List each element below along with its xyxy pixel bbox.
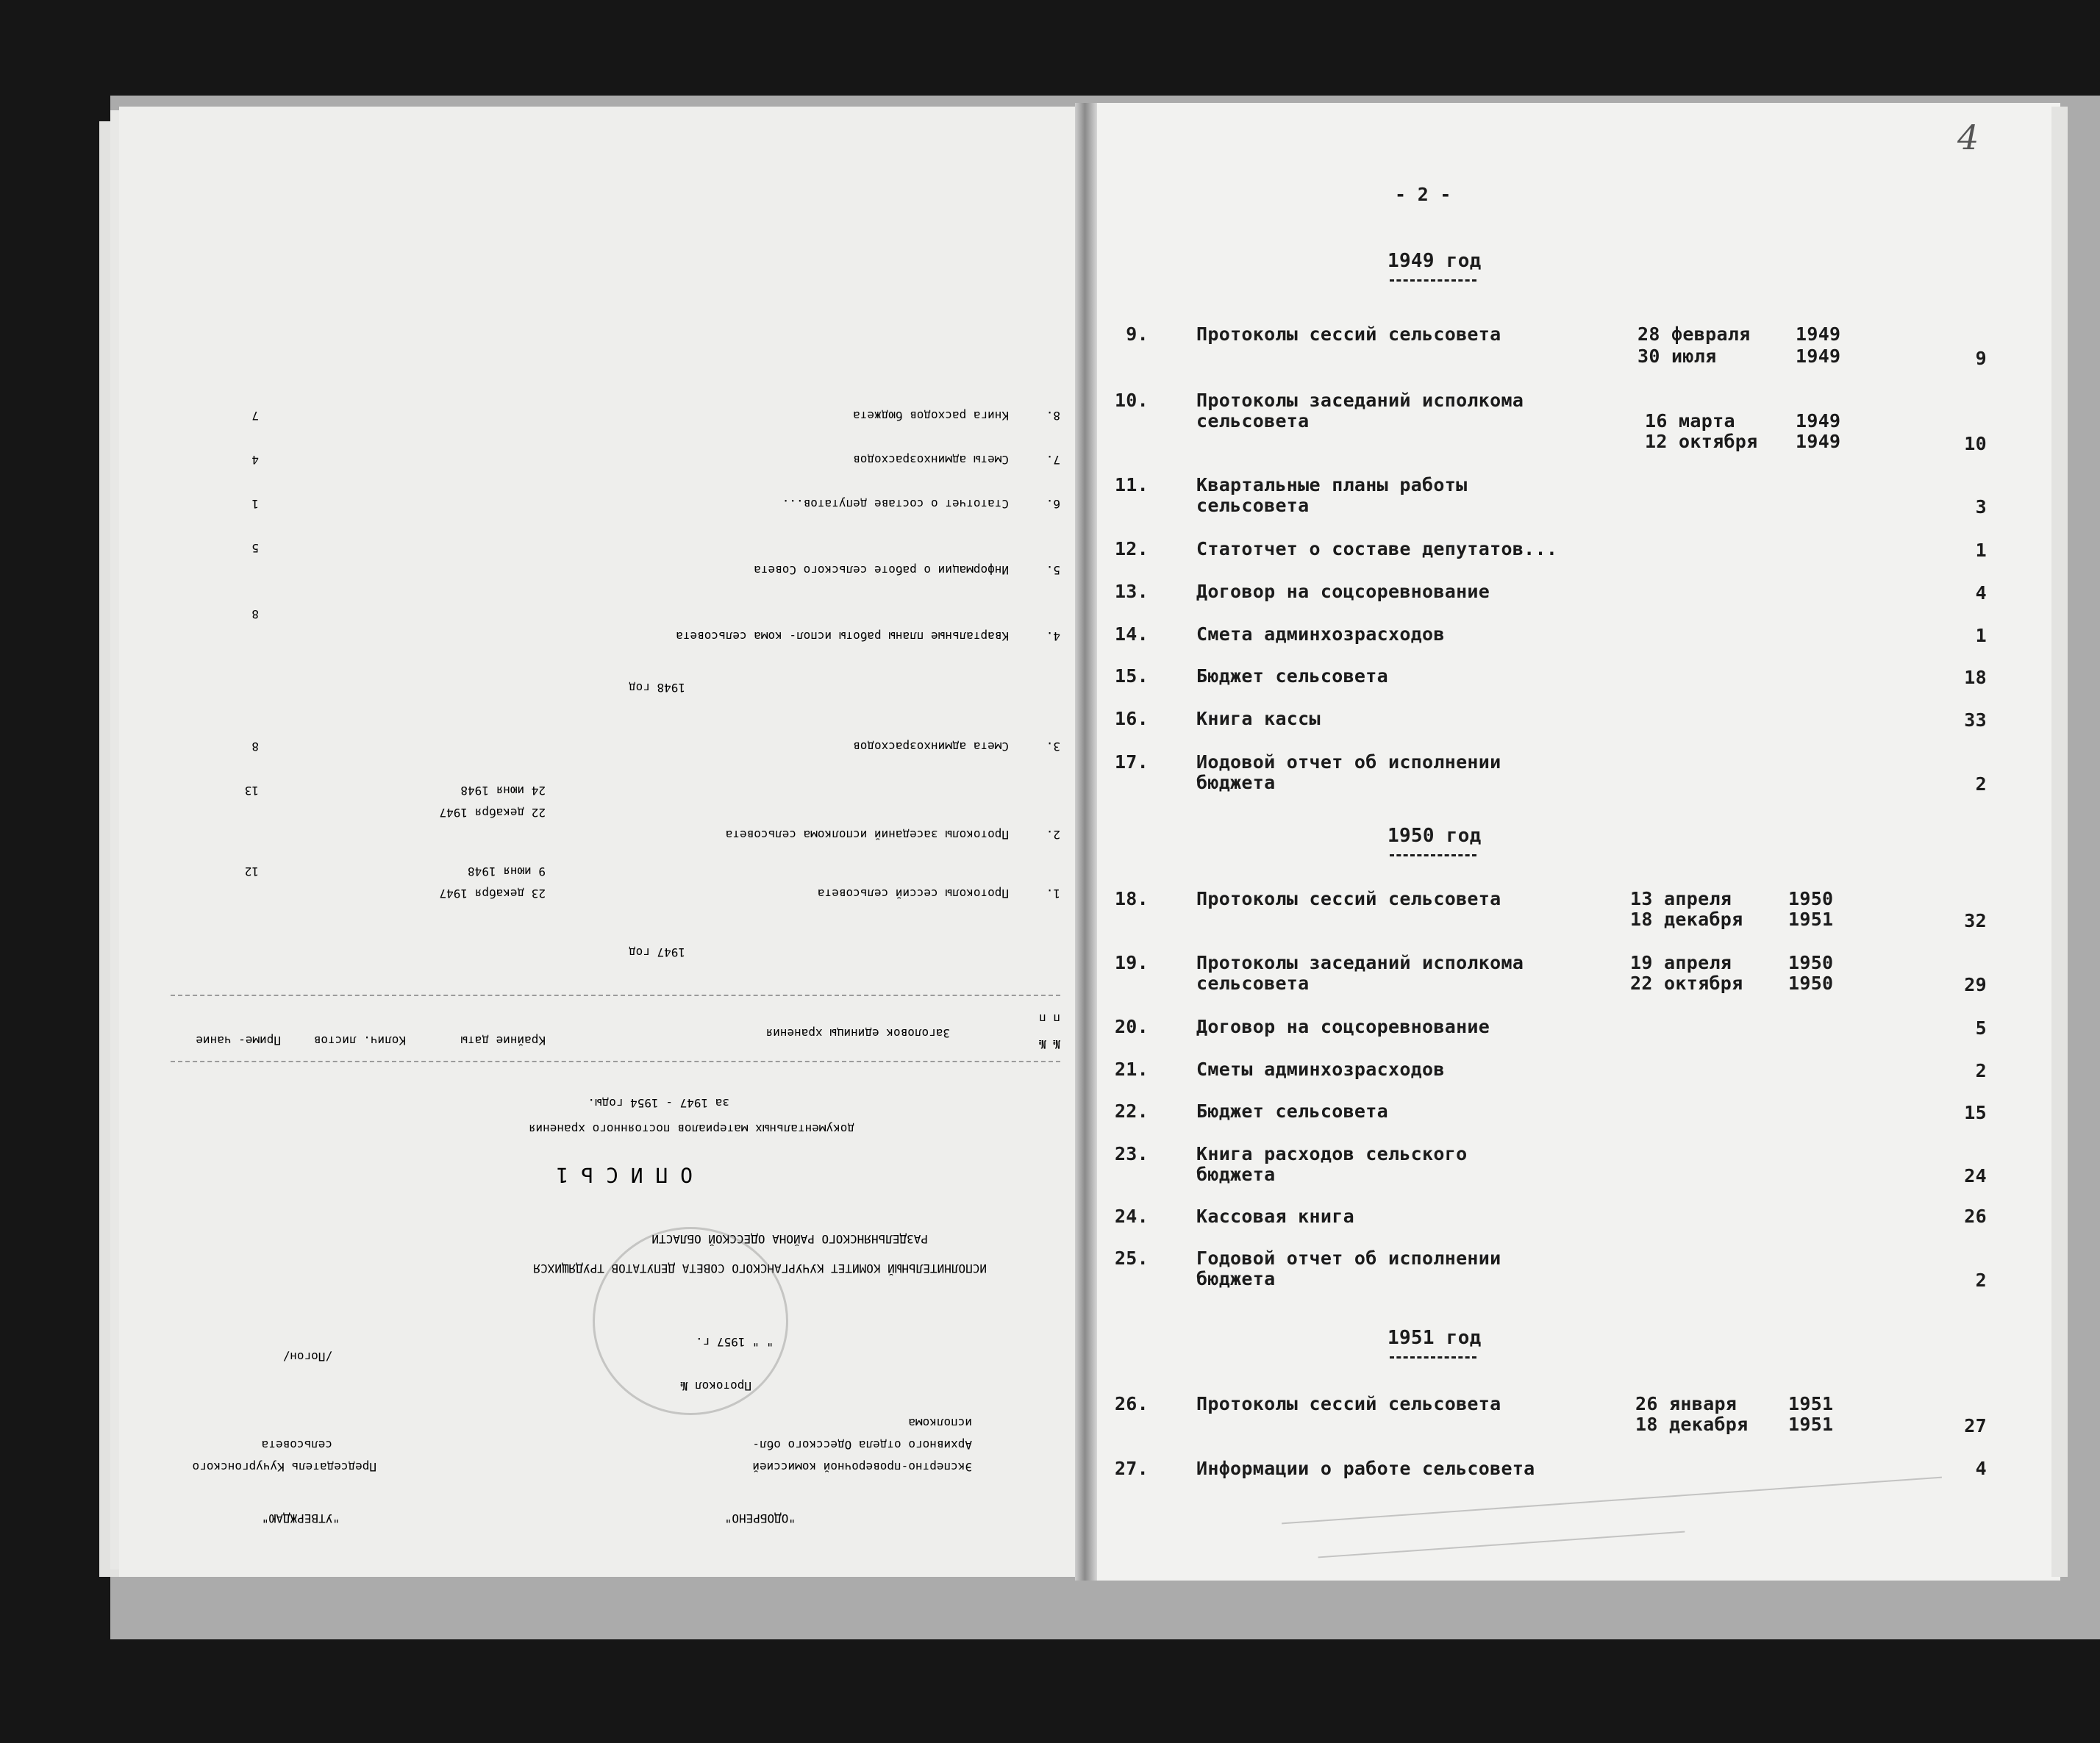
item-title: Книга расходов сельского: [1196, 1143, 1468, 1164]
item-number: 22.: [1114, 1100, 1149, 1122]
ghost-r7-title: Сметы админхозрасходов: [853, 453, 1009, 467]
item-number: 13.: [1114, 581, 1149, 602]
ghost-r5-title: Информации о работе сельского Совета: [754, 563, 1009, 577]
item-count: 9: [1975, 348, 1987, 369]
item-year: 1949: [1796, 410, 1841, 432]
item-date: 26 января: [1635, 1393, 1738, 1414]
ghost-r6-c: 1: [251, 497, 259, 511]
item-title: Квартальные планы работы: [1196, 474, 1468, 495]
item-title: Бюджет сельсовета: [1196, 1100, 1388, 1122]
item-number: 27.: [1114, 1458, 1149, 1479]
ghost-year-1948: 1948 год: [628, 681, 685, 695]
ghost-subtitle-1: документальных материалов постоянного хранения: [528, 1122, 854, 1136]
item-year: 1950: [1788, 973, 1834, 994]
item-date: 22 октября: [1630, 973, 1743, 994]
item-number: 19.: [1114, 952, 1149, 973]
ghost-protocol-date: " " 1957 г.: [696, 1335, 774, 1349]
item-count: 5: [1975, 1017, 1987, 1039]
ghost-h5: Приме- чание: [196, 1034, 281, 1048]
ghost-r6-no: 6.: [1046, 497, 1060, 511]
ghost-chair-2: сельсовета: [261, 1438, 332, 1452]
item-year: 1950: [1788, 888, 1834, 909]
ghost-h1: № №: [1039, 1037, 1060, 1051]
ghost-approved-2: "ОДОБРЕНО": [724, 1511, 796, 1525]
item-title: Протоколы заседаний исполкома: [1196, 952, 1524, 973]
ghost-h2: Заголовок единицы хранения: [765, 1026, 950, 1040]
item-date: 19 апреля: [1630, 952, 1732, 973]
ghost-r4-c: 8: [251, 607, 259, 621]
item-number: 17.: [1114, 751, 1149, 773]
ghost-h3: Крайние даты: [460, 1034, 546, 1048]
item-number: 26.: [1114, 1393, 1149, 1414]
ghost-r6-title: Статотчет о составе депутатов...: [782, 497, 1009, 511]
item-title: Сметы админхозрасходов: [1196, 1059, 1445, 1080]
item-number: 25.: [1114, 1248, 1149, 1269]
year-underline: [1390, 854, 1476, 856]
item-number: 20.: [1114, 1016, 1149, 1037]
ghost-r1-title: Протоколы сессий сельсовета: [817, 887, 1009, 901]
ghost-rule: [171, 1061, 1060, 1062]
right-page: [1097, 103, 2060, 1581]
year-heading-1951: 1951 год: [1388, 1327, 1482, 1349]
ghost-approved: "УТВЕРЖДАЮ": [262, 1511, 340, 1525]
ghost-h4: Колич. листов: [313, 1034, 406, 1048]
ghost-commission-3: исполкома: [908, 1416, 972, 1430]
ghost-r2-no: 2.: [1046, 828, 1060, 842]
item-count: 26: [1964, 1206, 1987, 1227]
item-number: 23.: [1114, 1143, 1149, 1164]
item-title: бюджета: [1196, 1268, 1276, 1289]
ghost-r2-d2: 24 июня 1948: [460, 784, 546, 798]
item-title: Бюджет сельсовета: [1196, 665, 1388, 687]
item-title: Протоколы сессий сельсовета: [1196, 1393, 1501, 1414]
year-heading-1950: 1950 год: [1388, 825, 1482, 847]
ghost-protocol: Протокол №: [680, 1379, 751, 1393]
ghost-r8-no: 8.: [1046, 409, 1060, 423]
year-heading-1949: 1949 год: [1388, 250, 1482, 272]
item-title: бюджета: [1196, 1164, 1276, 1185]
ghost-stamp: [593, 1227, 788, 1415]
ghost-r7-no: 7.: [1046, 453, 1060, 467]
item-count: 10: [1964, 433, 1987, 454]
item-count: 4: [1975, 1458, 1987, 1479]
ghost-commission-2: Архивного отдела Одесского обл-: [752, 1438, 972, 1452]
ghost-chair-1: Председатель Кучургонского: [192, 1460, 376, 1474]
item-title: сельсовета: [1196, 973, 1310, 994]
faint-handwriting: [1318, 1531, 1685, 1558]
item-year: 1949: [1796, 346, 1841, 367]
item-year: 1949: [1796, 323, 1841, 345]
ghost-h1b: п п: [1039, 1012, 1060, 1026]
item-date: 18 декабря: [1630, 909, 1743, 930]
item-count: 33: [1964, 709, 1987, 731]
page-number: - 2 -: [1395, 184, 1451, 205]
ghost-org-2: РАЗДЕЛЬНЯНСКОГО РАЙОНА ОДЕССКОЙ ОБЛАСТИ: [651, 1232, 928, 1246]
ghost-subtitle-2: за 1947 - 1954 годы.: [588, 1096, 729, 1110]
item-count: 1: [1975, 540, 1987, 561]
item-count: 15: [1964, 1102, 1987, 1123]
item-title: Договор на соцсоревнование: [1196, 581, 1490, 602]
ghost-r3-title: Смета админхозрасходов: [853, 740, 1009, 754]
mirrored-bleed-through: [119, 107, 1075, 1577]
item-title: Смета админхозрасходов: [1196, 623, 1445, 645]
item-date: 18 декабря: [1635, 1414, 1749, 1435]
item-year: 1949: [1796, 431, 1841, 452]
ghost-r8-c: 7: [251, 409, 259, 423]
item-title: сельсовета: [1196, 495, 1310, 516]
item-count: 3: [1975, 496, 1987, 518]
ghost-r2-c: 13: [244, 784, 259, 798]
ghost-rule: [171, 995, 1060, 996]
left-page: [119, 107, 1075, 1577]
ghost-r3-c: 8: [251, 740, 259, 754]
item-title: Статотчет о составе депутатов...: [1196, 538, 1558, 559]
ghost-list-title: О П И С Ь 1: [556, 1163, 693, 1187]
item-date: 28 февраля: [1638, 323, 1751, 345]
page-edge: [2051, 107, 2068, 1577]
item-count: 18: [1964, 667, 1987, 688]
item-number: 24.: [1114, 1206, 1149, 1227]
ghost-r5-c: 5: [251, 541, 259, 555]
item-count: 27: [1964, 1415, 1987, 1436]
item-number: 18.: [1114, 888, 1149, 909]
item-number: 21.: [1114, 1059, 1149, 1080]
book-spine: [1075, 103, 1097, 1581]
ghost-r1-no: 1.: [1046, 887, 1060, 901]
ghost-r2-title: Протоколы заседаний исполкома сельсовета: [725, 828, 1009, 842]
item-count: 4: [1975, 582, 1987, 604]
item-year: 1951: [1788, 1393, 1834, 1414]
ghost-r2-d1: 22 декабря 1947: [439, 806, 546, 820]
item-count: 32: [1964, 910, 1987, 931]
ghost-org-1: ИСПОЛНИТЕЛЬНЫЙ КОМИТЕТ КУЧУРГАНСКОГО СОВЕТА ДЕПУТАТОВ ТРУДЯЩИХСЯ: [533, 1261, 987, 1275]
year-underline: [1390, 279, 1476, 282]
item-title: Договор на соцсоревнование: [1196, 1016, 1490, 1037]
item-number: 10.: [1114, 390, 1149, 411]
ghost-commission-1: Экспертно-проверочной комиссией: [752, 1460, 972, 1474]
item-title: Книга кассы: [1196, 708, 1321, 729]
faint-handwriting: [1282, 1477, 1942, 1525]
ghost-r8-title: Книга расходов бюджета: [853, 409, 1009, 423]
item-count: 2: [1975, 773, 1987, 795]
ghost-r4-no: 4.: [1046, 629, 1060, 643]
item-year: 1951: [1788, 1414, 1834, 1435]
ghost-r4-title: Квартальные планы работы испол- кома сельсовета: [676, 629, 1009, 643]
ghost-r1-c: 12: [244, 865, 259, 878]
ghost-r3-no: 3.: [1046, 740, 1060, 754]
ghost-r1-d2: 9 июня 1948: [468, 865, 546, 878]
item-title: Протоколы сессий сельсовета: [1196, 323, 1501, 345]
item-title: Протоколы заседаний исполкома: [1196, 390, 1524, 411]
item-number: 16.: [1114, 708, 1149, 729]
ghost-signature: /Погон/: [282, 1350, 332, 1364]
item-date: 30 июля: [1638, 346, 1717, 367]
item-title: Протоколы сессий сельсовета: [1196, 888, 1501, 909]
item-count: 29: [1964, 974, 1987, 995]
ghost-r1-d1: 23 декабря 1947: [439, 887, 546, 901]
item-title: Годовой отчет об исполнении: [1196, 1248, 1501, 1269]
item-count: 1: [1975, 625, 1987, 646]
item-date: 12 октября: [1645, 431, 1758, 452]
item-number: 11.: [1114, 474, 1149, 495]
ghost-r7-c: 4: [251, 453, 259, 467]
item-number: 14.: [1114, 623, 1149, 645]
item-year: 1950: [1788, 952, 1834, 973]
sheet-number: 4: [1957, 118, 1979, 157]
item-title: Информации о работе сельсовета: [1196, 1458, 1535, 1479]
item-number: 15.: [1114, 665, 1149, 687]
item-title: Кассовая книга: [1196, 1206, 1354, 1227]
item-title: бюджета: [1196, 772, 1276, 793]
item-year: 1951: [1788, 909, 1834, 930]
item-count: 24: [1964, 1165, 1987, 1187]
ghost-r5-no: 5.: [1046, 563, 1060, 577]
item-date: 16 марта: [1645, 410, 1735, 432]
item-count: 2: [1975, 1270, 1987, 1291]
item-number: 9.: [1126, 323, 1149, 345]
item-date: 13 апреля: [1630, 888, 1732, 909]
ghost-year-1947: 1947 год: [628, 945, 685, 959]
item-count: 2: [1975, 1060, 1987, 1081]
item-number: 12.: [1114, 538, 1149, 559]
item-title: Иодовой отчет об исполнении: [1196, 751, 1501, 773]
item-title: сельсовета: [1196, 410, 1310, 432]
year-underline: [1390, 1356, 1476, 1359]
